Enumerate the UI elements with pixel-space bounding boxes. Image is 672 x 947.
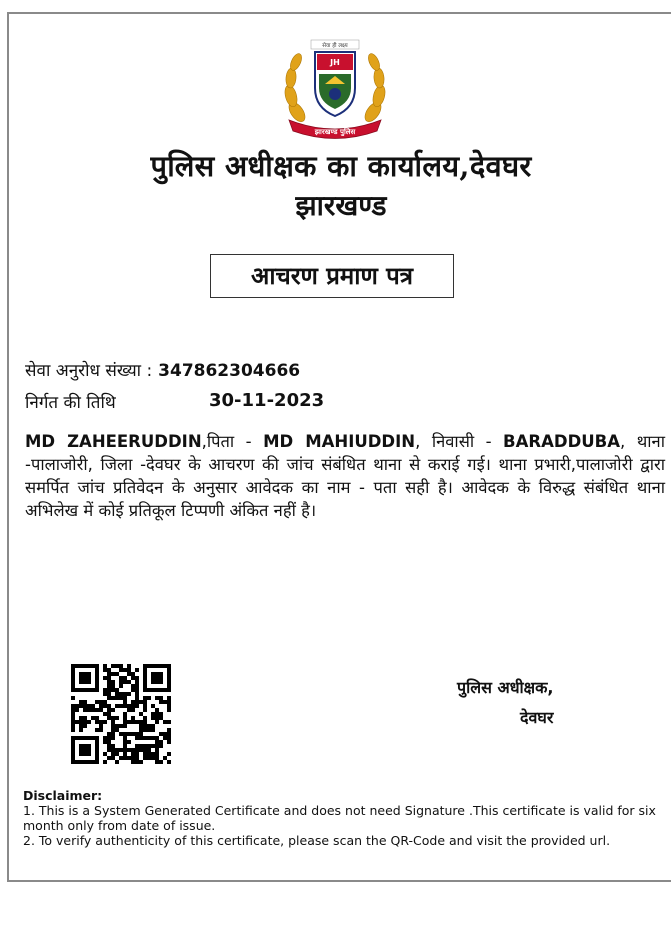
state-title: झारखण्ड	[295, 189, 387, 222]
office-title: पुलिस अधीक्षक का कार्यालय,देवघर	[150, 149, 532, 183]
applicant-name: MD ZAHEERUDDIN	[25, 432, 202, 451]
village-name: BARADDUBA	[503, 432, 621, 451]
issue-date-row	[25, 390, 325, 413]
certificate-body	[25, 430, 665, 522]
disclaimer-point-2: 2. To verify authenticity of this certificate, please scan the QR-Code and visit the provided url.	[23, 833, 611, 848]
signatory-designation: पुलिस अधीक्षक,	[457, 678, 554, 697]
request-number-label: सेवा अनुरोध संख्या :	[25, 361, 153, 381]
residence-label: , निवासी -	[415, 432, 504, 451]
body-statement: , थाना -पालाजोरी, जिला -देवघर के आचरण की जांच संबंधित थाना से कराई गई। थाना प्रभारी,पालाजोरी द्वारा समर्पित जांच प्रतिवेदन के अनुसार आवेदक का नाम - पता सही है। आवेदक के विरुद्ध संबंधित थाना अभिलेख में कोई प्रतिकूल टिप्पणी अंकित नहीं है।	[25, 432, 665, 520]
svg-text:सेवा ही लक्ष्य: सेवा ही लक्ष्य	[322, 43, 348, 49]
father-label: ,पिता -	[201, 432, 264, 451]
certificate-sheet	[7, 12, 671, 882]
disclaimer-heading: Disclaimer:	[23, 788, 103, 803]
signatory-place: देवघर	[520, 708, 554, 727]
request-number-row	[25, 358, 300, 381]
qr-code[interactable]	[71, 664, 171, 764]
father-name: MD MAHIUDDIN	[263, 432, 416, 451]
certificate-title: आचरण प्रमाण पत्र	[210, 254, 454, 298]
disclaimer	[23, 788, 663, 848]
disclaimer-point-1: 1. This is a System Generated Certificate and does not need Signature .This certificate is valid for six month only from date of issue.	[23, 803, 656, 833]
svg-text:झारखण्ड पुलिस: झारखण्ड पुलिस	[314, 128, 356, 136]
issue-date-label: निर्गत की तिथि	[25, 393, 116, 413]
jharkhand-police-emblem-icon	[275, 34, 395, 144]
issue-date-value: 30-11-2023	[209, 390, 325, 411]
request-number-value: 347862304666	[158, 361, 301, 381]
svg-text:JH: JH	[330, 58, 340, 67]
